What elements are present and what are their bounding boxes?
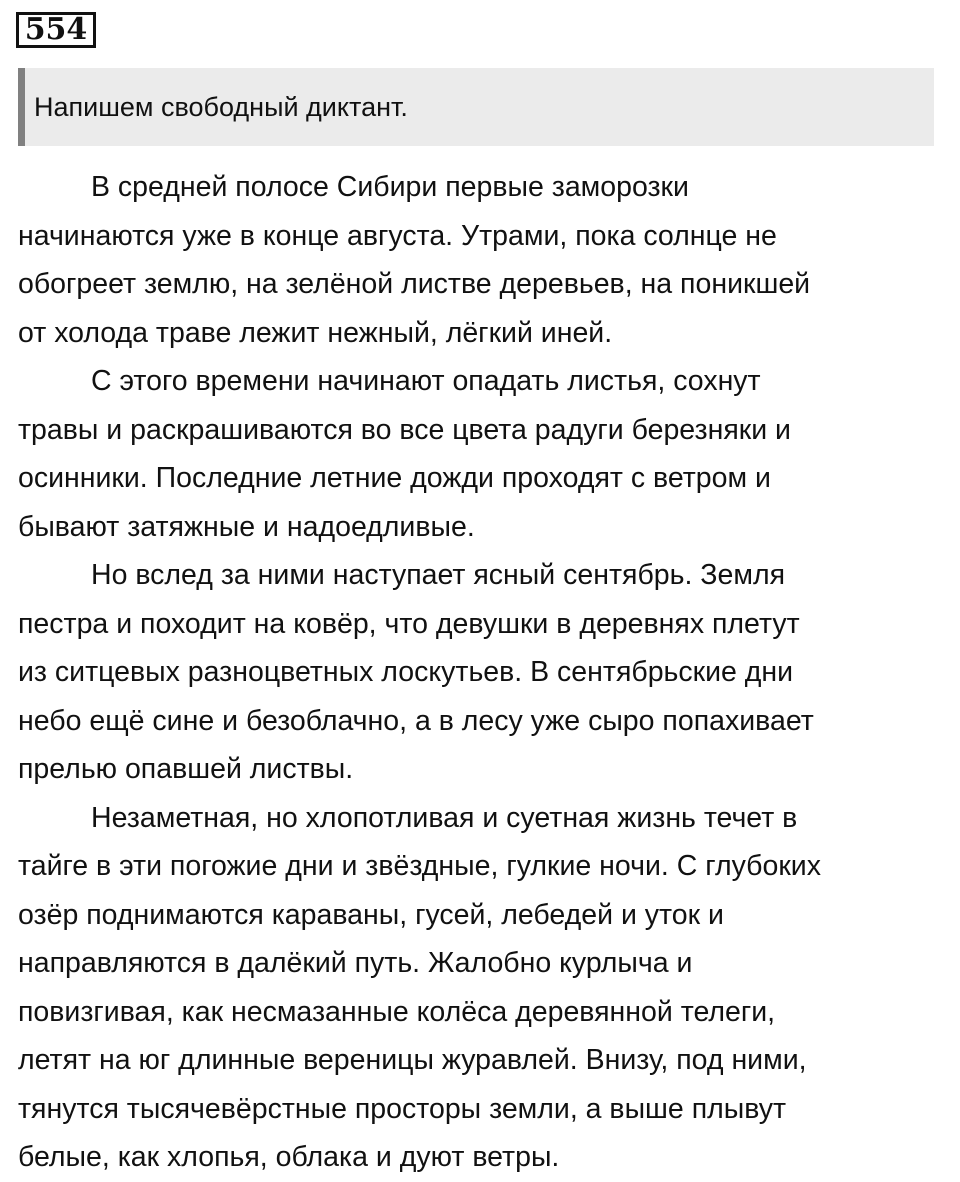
text-line: озёр поднимаются караваны, гусей, лебедей и уток и	[18, 898, 724, 931]
text-line: осинники. Последние летние дожди проходят с ветром и	[18, 462, 771, 494]
text-line: тянутся тысячевёрстные просторы земли, а выше плывут	[18, 1092, 787, 1125]
text-line: Незаметная, но хлопотливая и суетная жизнь течет в	[91, 801, 798, 834]
task-instruction	[18, 68, 934, 146]
text-line: белые, как хлопья, облака и дуют ветры.	[18, 1141, 560, 1173]
text-line: небо ещё сине и безоблачно, а в лесу уже сыро попахивает	[18, 704, 814, 737]
text-line: направляются в далёкий путь. Жалобно курлыча и	[18, 947, 693, 979]
text-line: летят на юг длинные вереницы журавлей. Внизу, под ними,	[18, 1044, 807, 1076]
text-line: прелью опавшей листвы.	[18, 753, 354, 785]
text-line: от холода траве лежит нежный, лёгкий иней.	[18, 316, 613, 349]
text-line: С этого времени начинают опадать листья, сохнут	[91, 365, 761, 397]
text-line: бывают затяжные и надоедливые.	[18, 510, 475, 543]
text-line: из ситцевых разноцветных лоскутьев. В сентябрьские дни	[18, 656, 794, 688]
text-line: тайге в эти погожие дни и звёздные, гулкие ночи. С глубоких	[18, 850, 821, 882]
text-line: обогреет землю, на зелёной листве деревьев, на поникшей	[18, 268, 811, 300]
text-line: пестра и походит на ковёр, что девушки в деревнях плетут	[18, 607, 800, 640]
task-text: Напишем свободный диктант.	[34, 91, 408, 122]
text-line: повизгивая, как несмазанные колёса деревянной телеги,	[18, 995, 776, 1028]
text-line: Но вслед за ними наступает ясный сентябрь. Земля	[91, 559, 786, 591]
text-line: начинаются уже в конце августа. Утрами, пока солнце не	[18, 219, 777, 252]
text-line: травы и раскрашиваются во все цвета радуги березняки и	[18, 413, 791, 446]
dictation-text	[18, 163, 950, 1182]
text-line: В средней полосе Сибири первые заморозки	[91, 171, 689, 203]
exercise-number: 554	[16, 12, 96, 48]
